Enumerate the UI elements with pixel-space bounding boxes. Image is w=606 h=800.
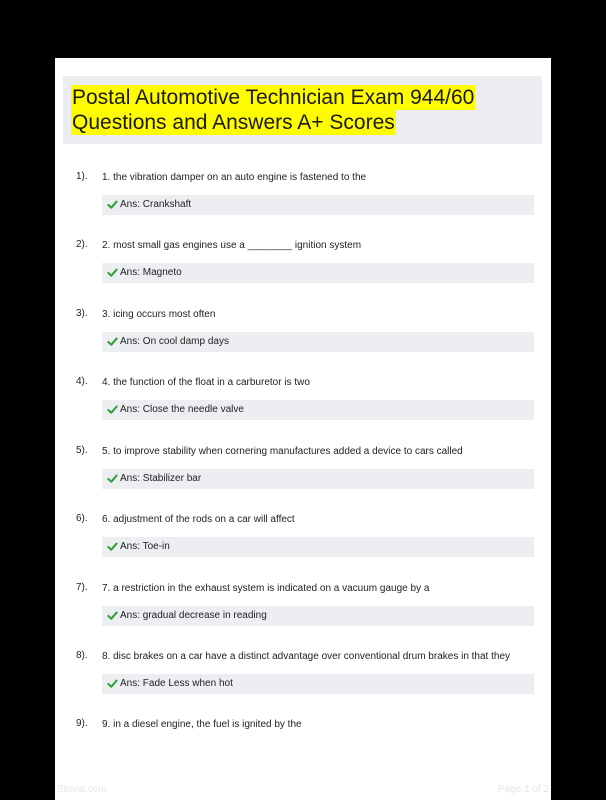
question-number: 6).: [76, 513, 88, 524]
question-text: 8. disc brakes on a car have a distinct advantage over conventional drum brakes in that they: [102, 651, 511, 662]
check-icon: [107, 199, 118, 210]
question-number: 4).: [76, 376, 88, 387]
answer-text: Ans: Crankshaft: [120, 199, 192, 210]
check-icon: [107, 336, 118, 347]
answer-text: Ans: Magneto: [120, 267, 182, 278]
question-number: 7).: [76, 582, 88, 593]
question-text: 2. most small gas engines use a ________ ignition system: [102, 240, 362, 251]
check-icon: [107, 610, 118, 621]
question-number: 1).: [76, 171, 88, 182]
question-number: 9).: [76, 718, 88, 729]
answer-box: [102, 606, 534, 626]
answer-text: Ans: gradual decrease in reading: [120, 610, 267, 621]
question-number: 2).: [76, 239, 88, 250]
answer-box: [102, 674, 534, 694]
question-text: 9. in a diesel engine, the fuel is ignited by the: [102, 719, 302, 730]
answer-box: [102, 400, 534, 420]
question-text: 7. a restriction in the exhaust system is indicated on a vacuum gauge by a: [102, 583, 430, 594]
document-title-line-1: Postal Automotive Technician Exam 944/60: [72, 86, 475, 109]
answer-box: [102, 263, 534, 283]
title-box: [63, 76, 542, 144]
question-text: 6. adjustment of the rods on a car will affect: [102, 514, 295, 525]
check-icon: [107, 267, 118, 278]
document-title-line-2: Questions and Answers A+ Scores: [72, 111, 395, 134]
page-number: Page 1 of 2: [497, 784, 549, 795]
question-number: 8).: [76, 650, 88, 661]
answer-text: Ans: Stabilizer bar: [120, 473, 202, 484]
question-text: 1. the vibration damper on an auto engine is fastened to the: [102, 172, 367, 183]
answer-text: Ans: Close the needle valve: [120, 404, 244, 415]
answer-box: [102, 332, 534, 352]
footer-watermark: Stuvia.com: [57, 784, 107, 795]
answer-box: [102, 469, 534, 489]
question-text: 3. icing occurs most often: [102, 309, 216, 320]
check-icon: [107, 678, 118, 689]
answer-text: Ans: Fade Less when hot: [120, 678, 233, 689]
check-icon: [107, 541, 118, 552]
question-number: 3).: [76, 308, 88, 319]
answer-text: Ans: On cool damp days: [120, 336, 229, 347]
document-page: [55, 58, 551, 800]
check-icon: [107, 404, 118, 415]
question-number: 5).: [76, 445, 88, 456]
question-text: 5. to improve stability when cornering manufactures added a device to cars called: [102, 446, 463, 457]
answer-box: [102, 537, 534, 557]
answer-box: [102, 195, 534, 215]
check-icon: [107, 473, 118, 484]
question-text: 4. the function of the float in a carburetor is two: [102, 377, 310, 388]
answer-text: Ans: Toe-in: [120, 541, 170, 552]
